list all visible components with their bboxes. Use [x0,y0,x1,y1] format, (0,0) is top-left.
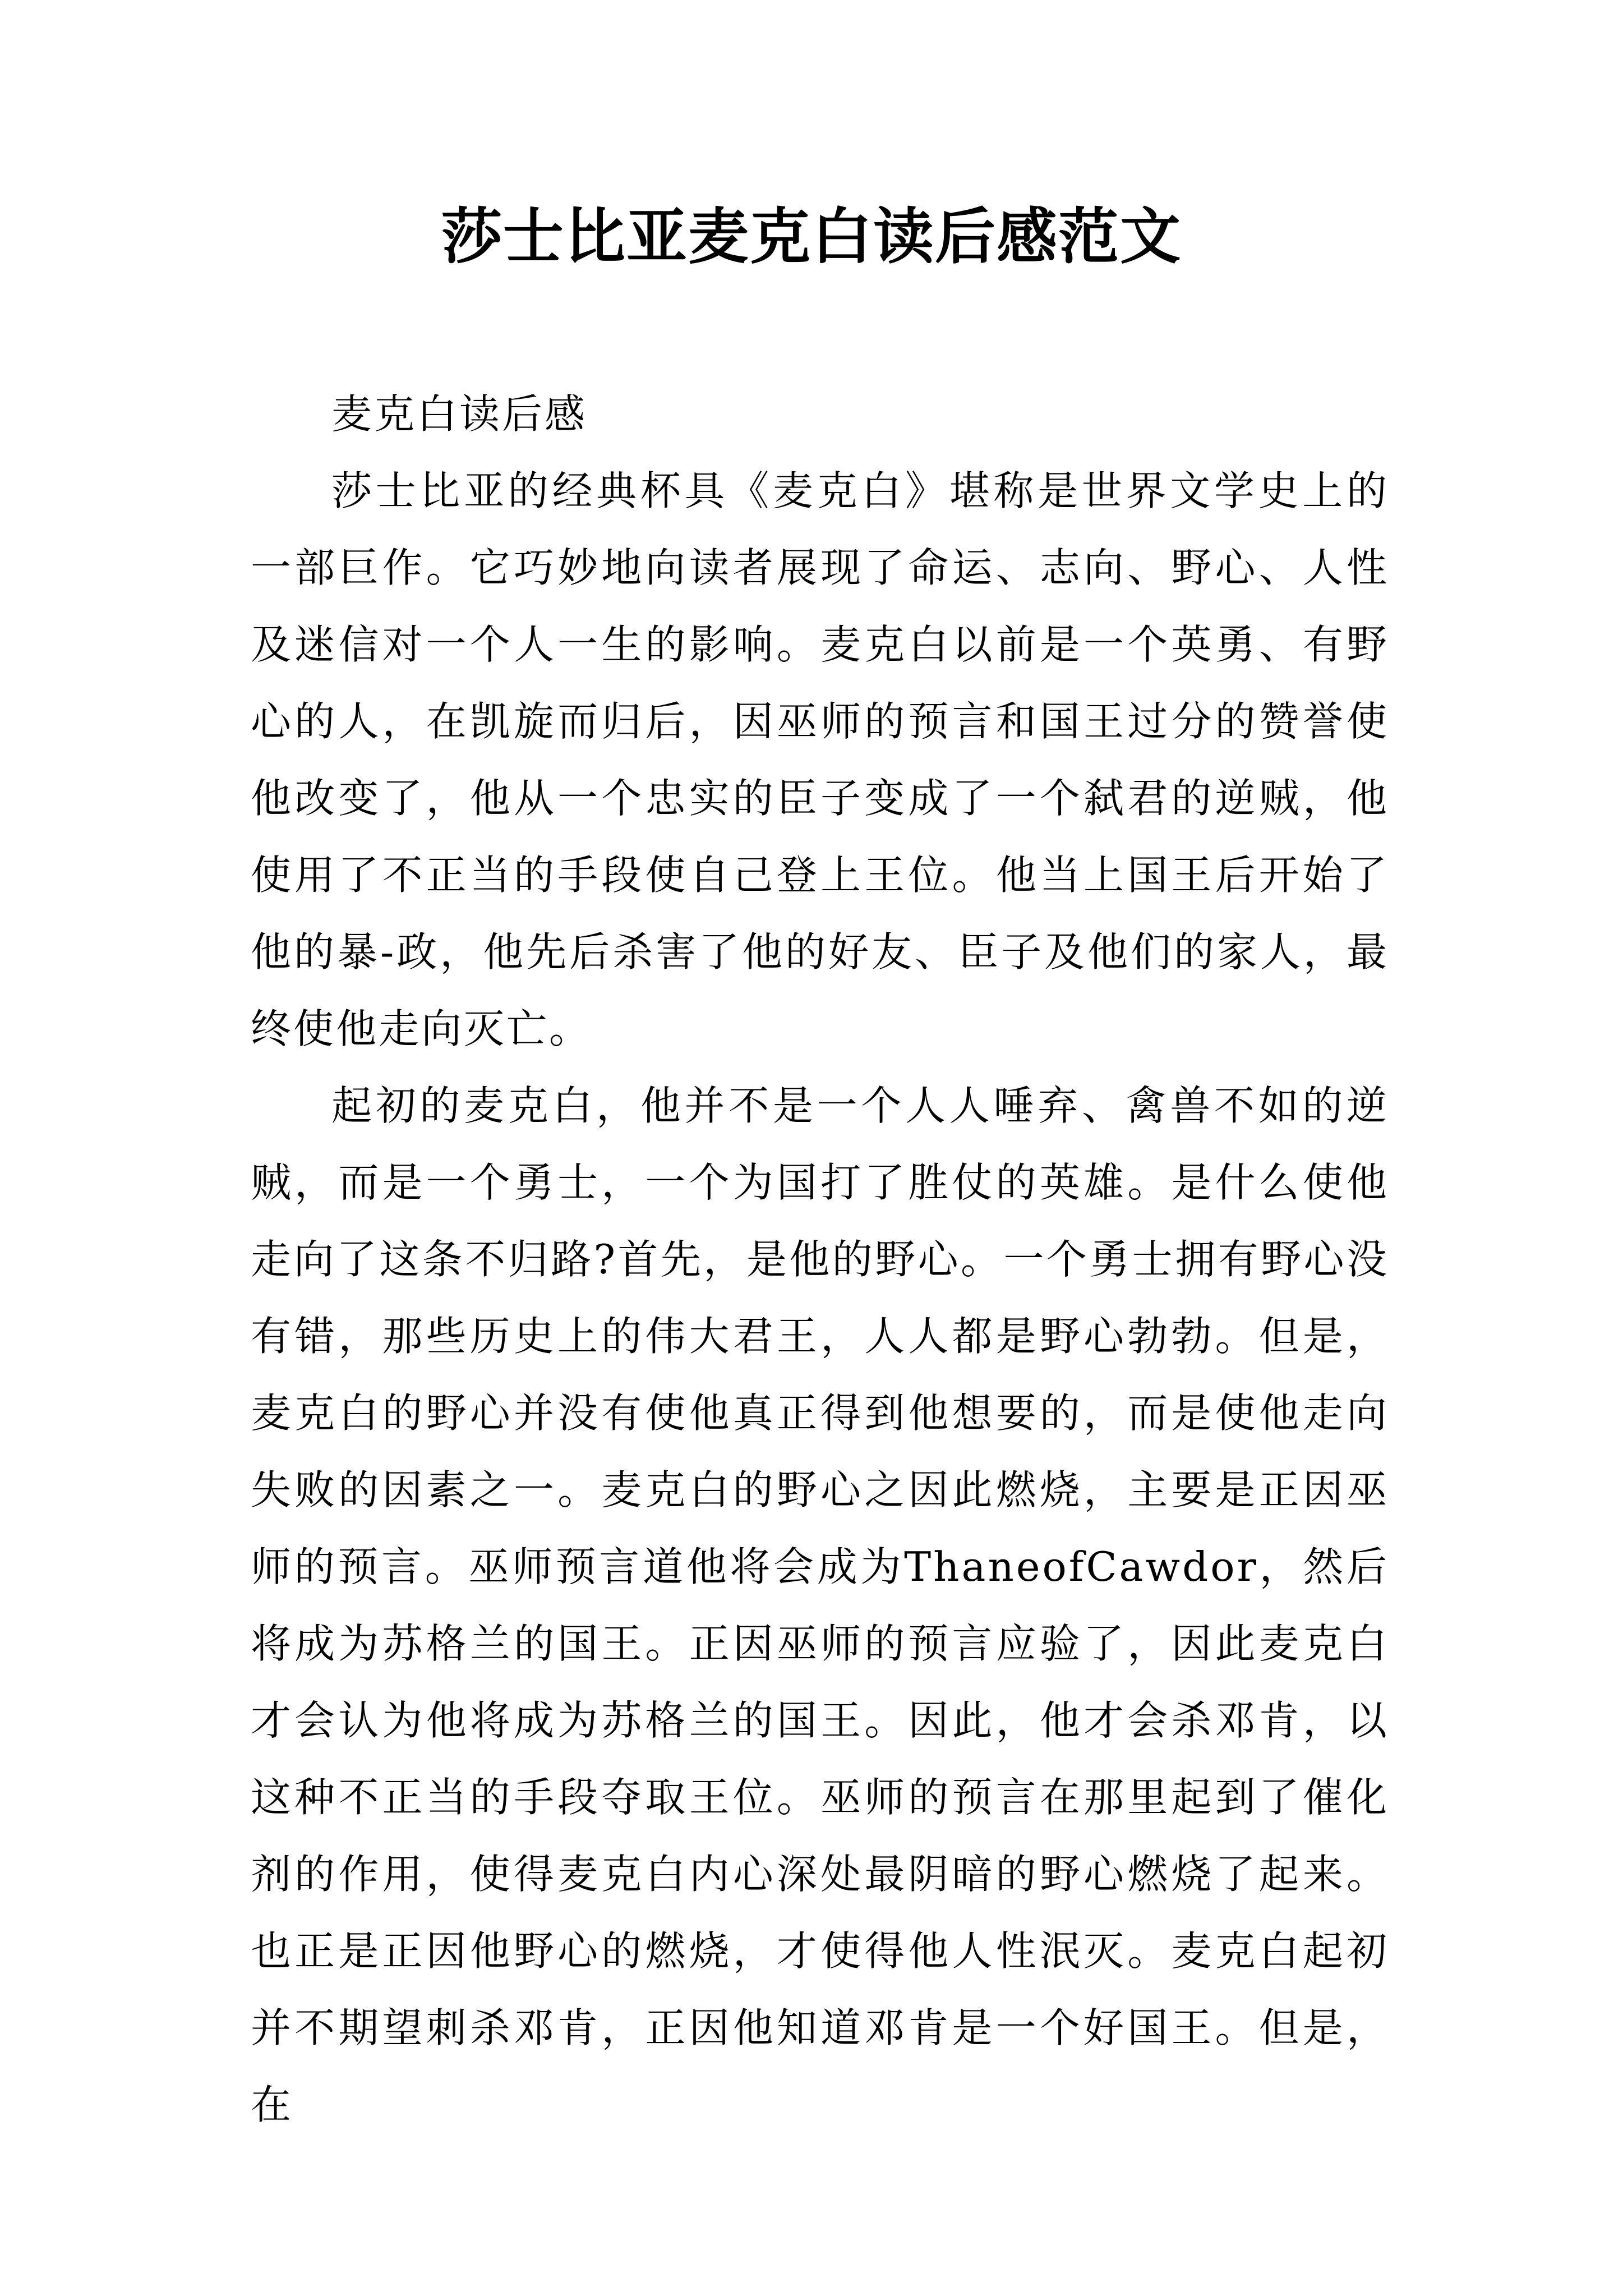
document-title: 莎士比亚麦克白读后感范文 [441,201,1182,272]
paragraph: 起初的麦克白，他并不是一个人人唾弃、禽兽不如的逆贼，而是一个勇士，一个为国打了胜仗的英雄。是什么使他走向了这条不归路?首先，是他的野心。一个勇士拥有野心没有错，那些历史上的伟大君王，人人都是野心勃勃。但是，麦克白的野心并没有使他真正得到他想要的，而是使他走向失败的因素之一。麦克白的野心之因此燃烧，主要是正因巫师的预言。巫师预言道他将会成为ThaneofCawdor，然后将成为苏格兰的国王。正因巫师的预言应验了，因此麦克白才会认为他将成为苏格兰的国王。因此，他才会杀邓肯，以这种不正当的手段夺取王位。巫师的预言在那里起到了催化剂的作用，使得麦克白内心深处最阴暗的野心燃烧了起来。也正是正因他野心的燃烧，才使得他人性泯灭。麦克白起初并不期望刺杀邓肯，正因他知道邓肯是一个好国王。但是，在 [251,1082,1389,2128]
document-body [251,376,1389,2143]
paragraph: 莎士比亚的经典杯具《麦克白》堪称是世界文学史上的一部巨作。它巧妙地向读者展现了命运、志向、野心、人性及迷信对一个人一生的影响。麦克白以前是一个英勇、有野心的人，在凯旋而归后，因巫师的预言和国王过分的赞誉使他改变了，他从一个忠实的臣子变成了一个弑君的逆贼，他使用了不正当的手段使自己登上王位。他当上国王后开始了他的暴-政，他先后杀害了他的好友、臣子及他们的家人，最终使他走向灭亡。 [251,467,1389,1052]
document-subtitle: 麦克白读后感 [331,390,588,438]
